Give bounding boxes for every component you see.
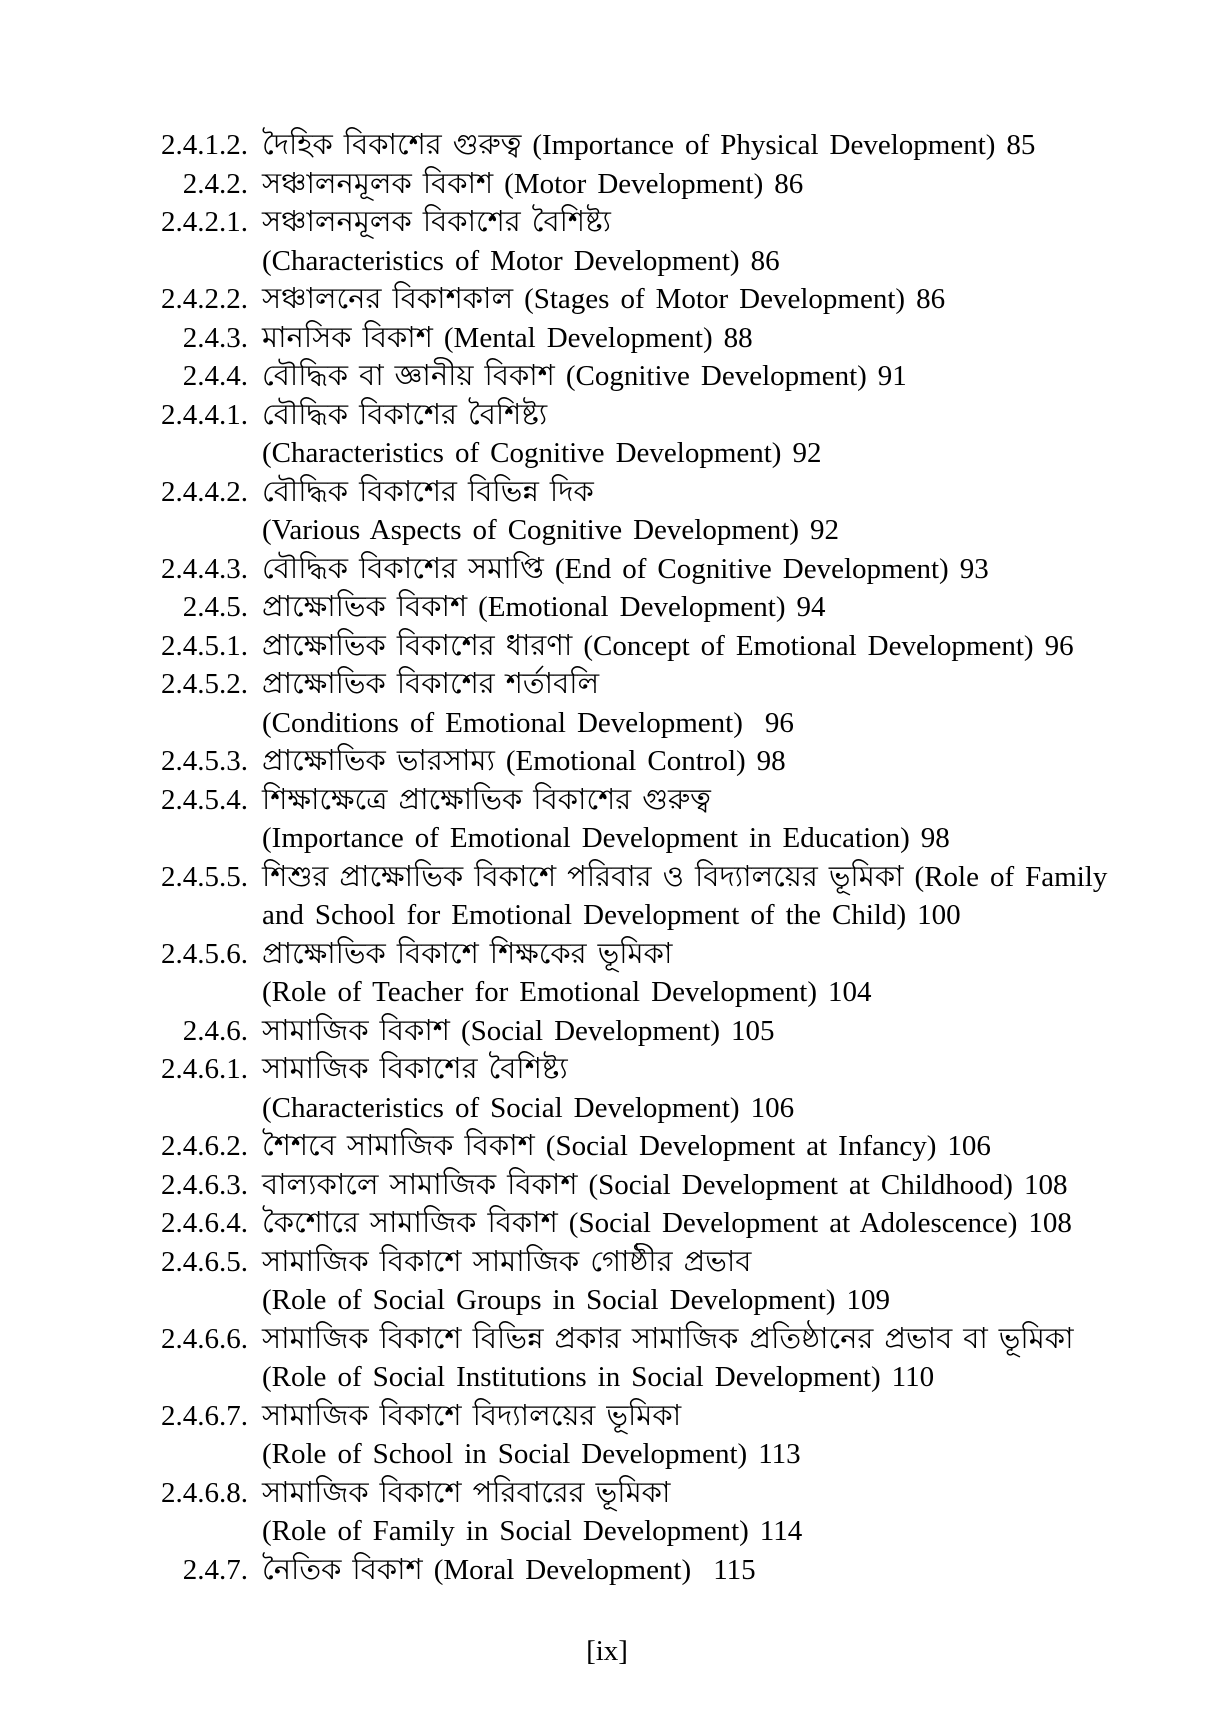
page-footer xyxy=(0,1632,1214,1671)
toc-entry xyxy=(148,396,1098,473)
toc-entry-number: 2.4.6.7. xyxy=(161,1399,248,1432)
toc-entry xyxy=(148,781,1098,858)
toc-entry-line: সামাজিক বিকাশে বিদ্যালয়ের ভূমিকা xyxy=(262,1399,682,1432)
toc-entry-line: শিক্ষাক্ষেত্রে প্রাক্ষোভিক বিকাশের গুরুত্ব xyxy=(262,783,711,816)
toc-entry-text xyxy=(262,550,989,589)
toc-entry-number: 2.4.7. xyxy=(182,1553,248,1586)
toc-entry-number: 2.4.6. xyxy=(182,1014,248,1047)
toc-entry-text xyxy=(262,935,872,1012)
toc-entry-line: (Characteristics of Motor Development) 86 xyxy=(262,244,780,277)
toc-entry-number: 2.4.5.6. xyxy=(161,937,248,970)
toc-entry-number: 2.4.6.4. xyxy=(161,1207,248,1239)
toc-entry-number: 2.4.6.8. xyxy=(161,1476,248,1509)
toc-entry xyxy=(148,357,1098,396)
toc-entry xyxy=(148,1127,1098,1166)
toc-entry-text xyxy=(262,280,945,319)
toc-entry-number: 2.4.4. xyxy=(182,360,248,392)
toc-entry-number: 2.4.6.1. xyxy=(161,1053,248,1085)
toc-entry xyxy=(148,1551,1098,1590)
toc-entry-number: 2.4.4.3. xyxy=(161,552,248,585)
toc-entry-text xyxy=(262,357,907,396)
toc-entry xyxy=(148,588,1098,627)
toc-entry-text xyxy=(262,588,826,627)
toc-entry-line: (Conditions of Emotional Development) 96 xyxy=(262,706,794,739)
toc-entry xyxy=(148,1204,1098,1243)
toc-entry-text xyxy=(262,396,821,473)
toc-entry-text xyxy=(262,473,839,550)
toc-entry-number: 2.4.5.4. xyxy=(161,783,248,816)
toc-entry-number: 2.4.5. xyxy=(182,591,248,623)
toc-entry xyxy=(148,1397,1098,1474)
toc-entry-text xyxy=(262,627,1074,666)
toc-entry-line: (Various Aspects of Cognitive Development) 92 xyxy=(262,514,840,546)
toc-entry-text xyxy=(262,742,786,781)
toc-entry-line: সঞ্চালনমূলক বিকাশ (Motor Development) 86 xyxy=(262,167,804,200)
toc-entry-line: প্রাক্ষোভিক বিকাশ (Emotional Development) 94 xyxy=(262,591,826,623)
toc-entry-line: সামাজিক বিকাশে সামাজিক গোষ্ঠীর প্রভাব xyxy=(262,1245,752,1278)
toc-entry-text xyxy=(262,665,794,742)
toc-entry-line: সামাজিক বিকাশ (Social Development) 105 xyxy=(262,1014,775,1047)
toc-entry-number: 2.4.4.1. xyxy=(161,398,248,431)
toc-entry-text xyxy=(262,165,803,204)
toc-entry xyxy=(148,627,1098,666)
toc-entry-text xyxy=(262,1127,991,1166)
toc-entry-text xyxy=(262,1204,1072,1243)
toc-entry-line: বাল্যকালে সামাজিক বিকাশ (Social Development at Childhood) 108 xyxy=(262,1168,1068,1201)
toc-entry-number: 2.4.6.6. xyxy=(161,1322,248,1355)
toc-entry-line: (Importance of Emotional Development in Education) 98 xyxy=(262,822,950,854)
toc-entry-line: (Characteristics of Social Development) 106 xyxy=(262,1091,795,1124)
toc-entry-line: শিশুর প্রাক্ষোভিক বিকাশে পরিবার ও বিদ্যালয়ের ভূমিকা (Role of Family xyxy=(262,860,1108,893)
toc-entry-line: বৌদ্ধিক বিকাশের বিভিন্ন দিক xyxy=(262,475,594,508)
toc-entry-line: (Role of School in Social Development) 113 xyxy=(262,1438,801,1470)
toc-entry-number: 2.4.2.2. xyxy=(161,283,248,315)
toc-entry-text xyxy=(262,1012,775,1051)
toc-entry-line: (Characteristics of Cognitive Development) 92 xyxy=(262,437,822,469)
toc-entry-text xyxy=(262,126,1035,165)
toc-entry-line: (Role of Family in Social Development) 114 xyxy=(262,1515,803,1547)
toc-entry-number: 2.4.6.5. xyxy=(161,1245,248,1278)
toc-entry-number: 2.4.6.3. xyxy=(161,1168,248,1201)
toc-entry-text xyxy=(262,1551,756,1590)
toc-entry xyxy=(148,280,1098,319)
toc-entry-line: (Role of Teacher for Emotional Development) 104 xyxy=(262,976,872,1008)
toc-entry xyxy=(148,203,1098,280)
toc-entry xyxy=(148,665,1098,742)
toc-entry xyxy=(148,1012,1098,1051)
toc-entry-text xyxy=(262,858,1107,935)
toc-entry-line: শৈশবে সামাজিক বিকাশ (Social Development at Infancy) 106 xyxy=(262,1130,991,1162)
toc-entry xyxy=(148,1320,1098,1397)
toc-entry-line: বৌদ্ধিক বা জ্ঞানীয় বিকাশ (Cognitive Development) 91 xyxy=(262,360,907,392)
toc-entry xyxy=(148,1243,1098,1320)
toc-entry-text xyxy=(262,1397,801,1474)
toc-entry xyxy=(148,550,1098,589)
toc-entry xyxy=(148,1050,1098,1127)
toc-entry xyxy=(148,1474,1098,1551)
toc-entry xyxy=(148,935,1098,1012)
toc-entry-text xyxy=(262,1243,890,1320)
toc-entry-line: সামাজিক বিকাশে পরিবারের ভূমিকা xyxy=(262,1476,671,1509)
toc-list xyxy=(148,126,1108,1589)
toc-entry xyxy=(148,858,1108,935)
toc-entry-number: 2.4.2.1. xyxy=(161,206,248,238)
toc-entry-text xyxy=(262,319,753,358)
toc-entry-number: 2.4.5.2. xyxy=(161,668,248,700)
toc-entry xyxy=(148,319,1098,358)
toc-entry-text xyxy=(262,203,780,280)
toc-entry-text xyxy=(262,1320,1074,1397)
toc-entry-text xyxy=(262,781,950,858)
toc-entry-line: সঞ্চালনের বিকাশকাল (Stages of Motor Development) 86 xyxy=(262,283,946,315)
toc-entry-number: 2.4.6.2. xyxy=(161,1130,248,1162)
toc-entry-line: and School for Emotional Development of the Child) 100 xyxy=(262,899,961,931)
toc-entry-text xyxy=(262,1166,1068,1205)
toc-entry-number: 2.4.2. xyxy=(182,167,248,200)
toc-entry-text xyxy=(262,1050,794,1127)
toc-entry-line: সামাজিক বিকাশের বৈশিষ্ট্য xyxy=(262,1053,568,1085)
toc-entry-line: প্রাক্ষোভিক বিকাশে শিক্ষকের ভূমিকা xyxy=(262,937,673,970)
toc-entry xyxy=(148,473,1098,550)
toc-entry-number: 2.4.5.1. xyxy=(161,629,248,662)
toc-entry-line: প্রাক্ষোভিক বিকাশের ধারণা (Concept of Emotional Development) 96 xyxy=(262,629,1074,662)
toc-entry-text xyxy=(262,1474,802,1551)
toc-entry-line: প্রাক্ষোভিক বিকাশের শর্তাবলি xyxy=(262,668,600,700)
toc-entry xyxy=(148,165,1098,204)
toc-entry xyxy=(148,1166,1098,1205)
toc-entry-line: বৌদ্ধিক বিকাশের বৈশিষ্ট্য xyxy=(262,398,548,431)
toc-entry-line: দৈহিক বিকাশের গুরুত্ব (Importance of Physical Development) 85 xyxy=(262,129,1036,161)
toc-entry-number: 2.4.3. xyxy=(182,321,248,354)
toc-entry-line: (Role of Social Institutions in Social Development) 110 xyxy=(262,1361,935,1393)
toc-entry-number: 2.4.4.2. xyxy=(161,475,248,508)
toc-entry-line: সঞ্চালনমূলক বিকাশের বৈশিষ্ট্য xyxy=(262,206,611,238)
toc-entry-line: কৈশোরে সামাজিক বিকাশ (Social Development at Adolescence) 108 xyxy=(262,1207,1072,1239)
toc-entry-line: প্রাক্ষোভিক ভারসাম্য (Emotional Control) 98 xyxy=(262,745,786,777)
toc-entry-line: মানসিক বিকাশ (Mental Development) 88 xyxy=(262,321,753,354)
toc-entry xyxy=(148,742,1098,781)
toc-entry-line: সামাজিক বিকাশে বিভিন্ন প্রকার সামাজিক প্রতিষ্ঠানের প্রভাব বা ভূমিকা xyxy=(262,1322,1074,1355)
toc-entry-number: 2.4.1.2. xyxy=(161,129,248,161)
toc-entry-line: নৈতিক বিকাশ (Moral Development) 115 xyxy=(262,1553,756,1586)
toc-entry-line: (Role of Social Groups in Social Development) 109 xyxy=(262,1284,891,1316)
toc-entry xyxy=(148,126,1098,165)
toc-entry-number: 2.4.5.3. xyxy=(161,745,248,777)
toc-entry-line: বৌদ্ধিক বিকাশের সমাপ্তি (End of Cognitive Development) 93 xyxy=(262,552,989,585)
toc-entry-number: 2.4.5.5. xyxy=(161,860,248,893)
folio-page-number: [ix] xyxy=(586,1635,628,1667)
